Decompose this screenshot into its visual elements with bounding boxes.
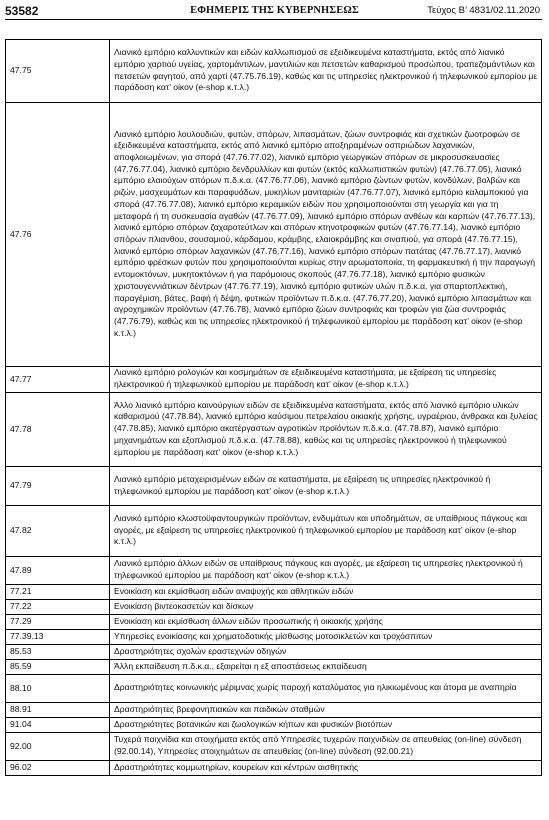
table-row xyxy=(6,645,542,660)
activity-description: Δραστηριότητες κομμωτηρίων, κουρείων και κέντρων αισθητικής xyxy=(110,761,542,776)
table-row xyxy=(6,615,542,630)
table-row xyxy=(6,467,542,506)
activity-code: 91.04 xyxy=(6,718,110,733)
activity-description: Τυχερά παιχνίδια και στοιχήματα εκτός από Υπηρεσίες τυχερών παιχνιδιών σε απευθείας (on-line) σύνδεση (92.00.14), Υπηρεσίες στοιχημάτων σε απευθείας (on-line) σύνδεση (92.00.21) xyxy=(110,733,542,761)
activity-code: 88.91 xyxy=(6,703,110,718)
table-row xyxy=(6,718,542,733)
activity-code: 77.21 xyxy=(6,585,110,600)
table-row xyxy=(6,675,542,703)
header-rule xyxy=(5,19,542,20)
activity-description: Λιανικό εμπόριο μεταχειρισμένων ειδών σε καταστήματα, με εξαίρεση τις υπηρεσίες ηλεκτρονικού ή τηλεφωνικού εμπορίου με παράδοση κατ’ οίκον (e-shop κ.τ.λ.) xyxy=(110,467,542,506)
activity-code: 77.39.13 xyxy=(6,630,110,645)
activity-code: 85.53 xyxy=(6,645,110,660)
activity-code: 47.75 xyxy=(6,40,110,103)
activity-description: Ενοικίαση και εκμίσθωση ειδών αναψυχής και αθλητικών ειδών xyxy=(110,585,542,600)
activity-code: 47.79 xyxy=(6,467,110,506)
issue-reference: Τεύχος Β’ 4831/02.11.2020 xyxy=(427,5,540,16)
activity-codes-table xyxy=(5,39,542,776)
activity-code: 96.02 xyxy=(6,761,110,776)
activity-description: Λιανικό εμπόριο καλλυντικών και ειδών καλλωπισμού σε εξειδικευμένα καταστήματα, εκτός από λιανικό εμπόριο χαρτιού υγείας, χαρτομάντιλων, μαντιλιών και πετσετών καθαρισμού προσώπου, τραπεζομάντιλων και πετσετών φαγητού, από χαρτί (47.75.76.19), καθώς και τις υπηρεσίες ηλεκτρονικού ή τηλεφωνικού εμπορίου με παράδοση κατ’ οίκον (e-shop κ.τ.λ.) xyxy=(110,40,542,103)
table-body xyxy=(6,40,542,776)
activity-description: Υπηρεσίες ενοικίασης και χρηματοδοτικής μίσθωσης μοτοσικλετών και τροχόσπιτων xyxy=(110,630,542,645)
activity-code: 47.89 xyxy=(6,557,110,585)
table-row xyxy=(6,703,542,718)
activity-description: Δραστηριότητες βρεφονηπιακών και παιδικών σταθμών xyxy=(110,703,542,718)
table-row xyxy=(6,761,542,776)
table-row xyxy=(6,393,542,467)
activity-description: Λιανικό εμπόριο άλλων ειδών σε υπαίθριους πάγκους και αγορές, με εξαίρεση τις υπηρεσίες ηλεκτρονικού ή τηλεφωνικού εμπορίου με παράδοση κατ’ οίκον (e-shop κ.τ.λ.) xyxy=(110,557,542,585)
activity-description: Άλλο λιανικό εμπόριο καινούργιων ειδών σε εξειδικευμένα καταστήματα, εκτός από λιανικό εμπόριο υλικών καθαρισμού (47.78.84), λιανικό εμπόριο καύσιμου πετρελαίου οικιακής χρήσης, υγραέριου, άνθρακα και ξυλείας (47.78.85), λιανικό εμπόριο ακατέργαστων αγροτικών προϊόντων π.δ.κ.α. (47.78.87), λιανικό εμπόριο μηχανημάτων και εξοπλισμού π.δ.κ.α. (47.78.88), καθώς και τις υπηρεσίες ηλεκτρονικού ή τηλεφωνικού εμπορίου με παράδοση κατ’ οίκον (e-shop κ.τ.λ.) xyxy=(110,393,542,467)
page-number: 53582 xyxy=(5,4,39,18)
table-row xyxy=(6,40,542,103)
activity-code: 85.59 xyxy=(6,660,110,675)
table-row xyxy=(6,600,542,615)
activity-description: Δραστηριότητες κοινωνικής μέριμνας χωρίς παροχή καταλύματος για ηλικιωμένους και άτομα με αναπηρία xyxy=(110,675,542,703)
table-row xyxy=(6,506,542,557)
activity-description: Δραστηριότητες σχολών εραστεχνών οδηγών xyxy=(110,645,542,660)
activity-description: Ενοικίαση βιντεοκασετών και δίσκων xyxy=(110,600,542,615)
table-row xyxy=(6,367,542,393)
activity-code: 77.29 xyxy=(6,615,110,630)
activity-description: Ενοικίαση και εκμίσθωση άλλων ειδών προσωπικής ή οικιακής χρήσης xyxy=(110,615,542,630)
activity-code: 92.00 xyxy=(6,733,110,761)
activity-code: 47.78 xyxy=(6,393,110,467)
activity-description: Λιανικό εμπόριο λουλουδιών, φυτών, σπόρων, λιπασμάτων, ζώων συντροφιάς και σχετικών ζωοτροφών σε εξειδικευμένα καταστήματα, εκτός από λιανικό εμπόριο αποξηραμένων οσπριώδων λαχανικών, αποφλοιωμένων, για σπορά (47.76.77.02), λιανικό εμπόριο γεωργικών σπόρων σε μικροσυσκευασίες (47.76.77.04), λιανικό εμπόριο δενδρυλλίων και φυτών (εκτός καλλωπιστικών φυτών) (47.76.77.05), λιανικό εμπόριο ελαιούχων σπόρων π.δ.κ.α. (47.76.77.06), λιανικό εμπόριο ζώντων φυτών, κονδύλων, βολβών και ριζών, μοσχευμάτων και παραφυάδων, μυκηλίων μανιταριών (47.76.77.07), λιανικό εμπόριο καλαμποκιού για σπορά (47.76.77.08), λιανικό εμπόριο κεραμικών ειδών που χρησιμοποιούνται στη γεωργία και για τη μεταφορά ή τη συσκευασία αγαθών (47.76.77.09), λιανικό εμπόριο σπόρων ανθέων και καρπών (47.76.77.13), λιανικό εμπόριο σπόρων ζαχαροτεύτλων και σπόρων κτηνοτροφικών φυτών (47.76.77.14), λιανικό εμπόριο σπόρων πλιανθου, σουσαμιού, κάρδαμου, κράμβης, ελαιοκράμβης και σιναπιού, για σπορά (47.76.77.15), λιανικό εμπόριο σπόρων λαχανικών (47.76.77.16), λιανικό εμπόριο σπόρων πατάτας (47.76.77.17), λιανικό εμπόριο φρέσκων φυτών που χρησιμοποιούνται κυρίως στην αρωματοποιία, τη φαρμακευτική ή την παραγωγή εντομοκτόνων, μυκητοκτόνων ή για παρόμοιους σκοπούς (47.76.77.18), λιανικό εμπόριο φυσικών χριστουγεννιάτικων δέντρων (47.76.77.19), λιανικό εμπόριο φυτικών υλών π.δ.κ.α. για σπαρτοπλεκτική, παραγέμιση, βάτες, βαφή ή δέψη, φυτικών προϊόντων π.δ.κ.α. (47.76.77.20), λιανικό εμπόριο λιπασμάτων και αγροχημικών προϊόντων (47.76.78), λιανικό εμπόριο ζώων συντροφιάς και τροφών για ζώα συντροφιάς (47.76.79), καθώς και τις υπηρεσίες ηλεκτρονικού ή τηλεφωνικού εμπορίου με παράδοση κατ’ οίκον (e-shop κ.τ.λ.) xyxy=(110,103,542,367)
activity-code: 88.10 xyxy=(6,675,110,703)
table-row xyxy=(6,660,542,675)
activity-code: 47.77 xyxy=(6,367,110,393)
table-row xyxy=(6,557,542,585)
activity-description: Λιανικό εμπόριο κλωστοϋφαντουργικών προϊόντων, ενδυμάτων και υποδημάτων, σε υπαίθριους πάγκους και αγορές, με εξαίρεση τις υπηρεσίες ηλεκτρονικού ή τηλεφωνικού εμπορίου με παράδοση κατ’ οίκον (e-shop κ.τ.λ.) xyxy=(110,506,542,557)
page-header xyxy=(0,0,549,20)
table-row xyxy=(6,585,542,600)
activity-code: 47.82 xyxy=(6,506,110,557)
table-row xyxy=(6,103,542,367)
activity-description: Άλλη εκπαίδευση π.δ.κ.α., εξαιρείται η εξ αποστάσεως εκπαίδευση xyxy=(110,660,542,675)
publication-title: ΕΦΗΜΕΡΙΣ ΤΗΣ ΚΥΒΕΡΝΗΣΕΩΣ xyxy=(190,5,359,16)
table-row xyxy=(6,733,542,761)
activity-description: Δραστηριότητες βοτανικών και ζωολογικών κήπων και φυσικών βιοτόπων xyxy=(110,718,542,733)
activity-description: Λιανικό εμπόριο ρολογιών και κοσμημάτων σε εξειδικευμένα καταστήματα, με εξαίρεση τις υπηρεσίες ηλεκτρονικού ή τηλεφωνικού εμπορίου με παράδοση κατ’ οίκον (e-shop κ.τ.λ.) xyxy=(110,367,542,393)
activity-code: 77.22 xyxy=(6,600,110,615)
table-row xyxy=(6,630,542,645)
activity-code: 47.76 xyxy=(6,103,110,367)
